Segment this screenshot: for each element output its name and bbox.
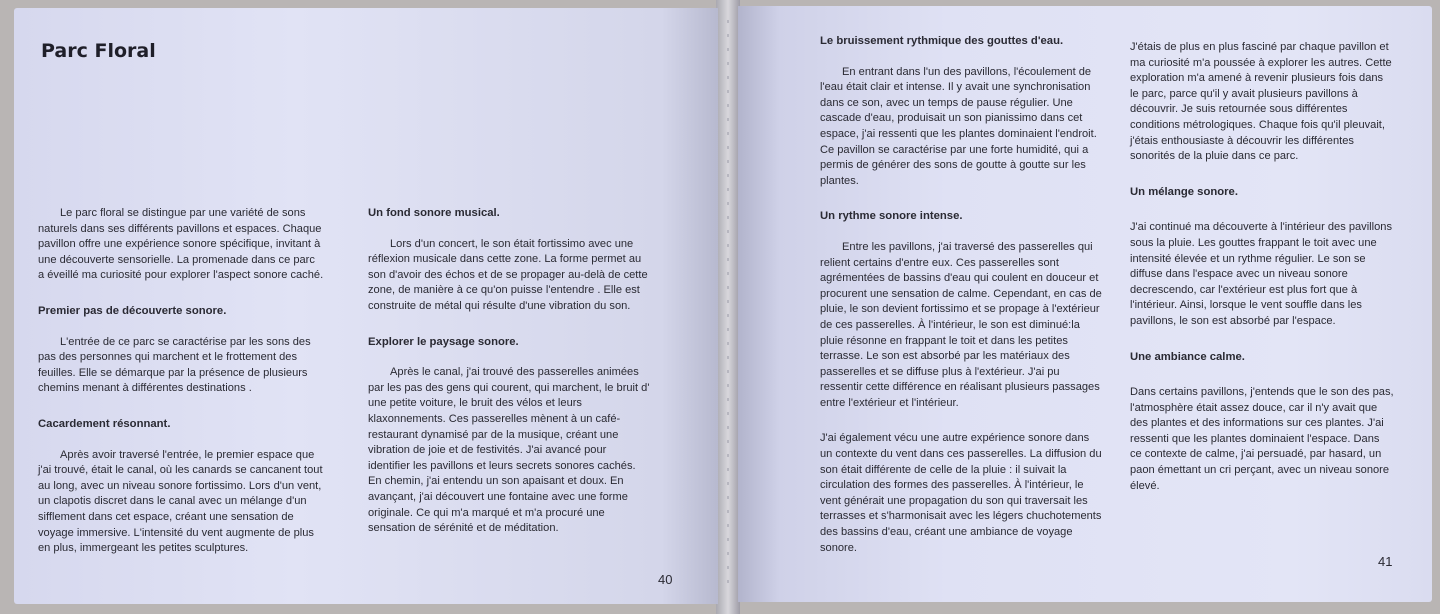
paragraph: Entre les pavillons, j'ai traversé des passerelles qui relient certains d'entre eux. Ces passerelles sont agrémentées de bassins d'eau qui coulent en douceur et procurent une sensation de calme. Cependant, en cas de pluie, le son devient fortissimo et se propage à l'extérieur de ces passerelles. À l'intérieur, le son est diminué:la pluie résonne en frappant le toit et dans les petites terrasse. Le son est absorbé par les matériaux des passerelles et se diffuse plus à l'extérieur. J'ai pu ressentir cette différence en réalisant plusieurs passages entre l'extérieur et l'intérieur. <box>820 240 1102 409</box>
page-title: Parc Floral <box>41 40 156 62</box>
paragraph: L'entrée de ce parc se caractérise par les sons des pas des personnes qui marchent et le frottement des feuilles. Elle se démarque par la présence de plusieurs chemins menant à différentes destinations . <box>38 335 311 395</box>
right-column-1 <box>820 34 1102 556</box>
paragraph: J'ai également vécu une autre expérience sonore dans un contexte du vent dans ces passerelles. La diffusion du son était différente de celle de la pluie : il suivait la circulation des formes des passerelles. À l'intérieur, le vent générait une propagation du son qui traversait les terrasses et s'harmonisait avec les légers chuchotements des bassins d'eau, créant une ambiance de voyage sonore. <box>820 432 1102 554</box>
paragraph: Après le canal, j'ai trouvé des passerelles animées par les pas des gens qui courent, qui marchent, le bruit d' une petite voiture, le bruit des vélos et leurs klaxonnements. Ces passerelles mènent à un café-restaurant dynamisé par de la musique, créant une vibration de joie et de festivités. J'ai avancé pour identifier les pavillons et leurs secrets sonores cachés. En chemin, j'ai entendu un son apaisant et doux. En avançant, j'ai découvert une fontaine avec une forme originale. Ce qui m'a marqué et m'a procuré une sensation de sérénité et de méditation. <box>368 366 650 535</box>
paragraph: Après avoir traversé l'entrée, le premier espace que j'ai trouvé, était le canal, où les canards se cancanent tout au long, avec un niveau sonore fortissimo. Lors d'un vent, un clapotis discret dans le canal avec un mélange d'un sifflement dans cet espace, créant une sensation de voyage immersive. L'intensité du vent augmente de plus en plus, immergeant les petites sculptures. <box>38 448 323 555</box>
left-page <box>14 8 718 604</box>
left-column-2 <box>368 206 650 537</box>
left-column-1 <box>38 206 324 557</box>
page-number: 41 <box>1378 554 1393 569</box>
right-page <box>738 6 1432 602</box>
section-heading: Un fond sonore musical. <box>368 207 500 219</box>
intro-paragraph: Le parc floral se distingue par une variété de sons naturels dans ses différents pavillons et espaces. Chaque pavillon offre une expérience sonore spécifique, invitant à une découverte sensorielle. La promenade dans ce parc a éveillé ma curiosité pour explorer l'aspect sonore caché. <box>38 207 324 282</box>
right-column-2 <box>1130 40 1394 494</box>
section-heading: Un mélange sonore. <box>1130 185 1238 198</box>
section-heading: Une ambiance calme. <box>1130 350 1245 363</box>
paragraph: Lors d'un concert, le son était fortissimo avec une réflexion musicale dans cette zone. La forme permet au son d'avoir des échos et de se propager au-delà de cette zone, de manière à ce qu'on puisse l'entendre . Elle est construite de métal qui résulte d'une vibration du son. <box>368 237 648 312</box>
paragraph: J'ai continué ma découverte à l'intérieur des pavillons sous la pluie. Les gouttes frappant le toit avec une intensité élevée et un rythme régulier. Le son se diffuse dans l'espace avec un niveau sonore decrescendo, car l'extérieur est plus fort que à l'intérieur. Ainsi, lorsque le vent souffle dans les pavillons, le son est absorbé par l'espace. <box>1130 221 1393 327</box>
paragraph: Dans certains pavillons, j'entends que le son des pas, l'atmosphère était assez douce, car il n'y avait que des plantes et des informations sur ces plantes. J'ai ressenti que les plantes dominaient l'espace. Dans ce contexte de calme, j'ai persuadé, par hasard, un paon émettant un cri perçant, avec un niveau sonore élevé. <box>1130 386 1394 492</box>
binding-stitch <box>727 20 729 590</box>
page-number: 40 <box>658 572 673 587</box>
section-heading: Cacardement résonnant. <box>38 417 171 430</box>
section-heading: Premier pas de découverte sonore. <box>38 304 227 317</box>
paragraph: En entrant dans l'un des pavillons, l'écoulement de l'eau était clair et intense. Il y avait une synchronisation dans ce son, avec un temps de pause régulier. Une cascade d'eau, produisait un son pianissimo dans cet espace, j'ai ressenti que les plantes dominaient l'endroit. Ce pavillon se caractérise par une forte humidité, qui a permis de générer des sons de goutte à goutte sur les plantes. <box>820 65 1097 187</box>
section-heading: Le bruissement rythmique des gouttes d'eau. <box>820 35 1064 47</box>
paragraph: J'étais de plus en plus fasciné par chaque pavillon et ma curiosité m'a poussée à explorer les autres. Cette exploration m'a amené à revenir plusieurs fois dans le parc, parce qu'il y avait plusieurs pavillons à découvrir. Je suis retournée sous différentes conditions métrologiques. Chaque fois qu'il pleuvait, j'étais enthousiaste à découvrir les différentes sonorités de la pluie dans ce parc. <box>1130 41 1392 163</box>
section-heading: Un rythme sonore intense. <box>820 210 963 223</box>
section-heading: Explorer le paysage sonore. <box>368 335 519 348</box>
